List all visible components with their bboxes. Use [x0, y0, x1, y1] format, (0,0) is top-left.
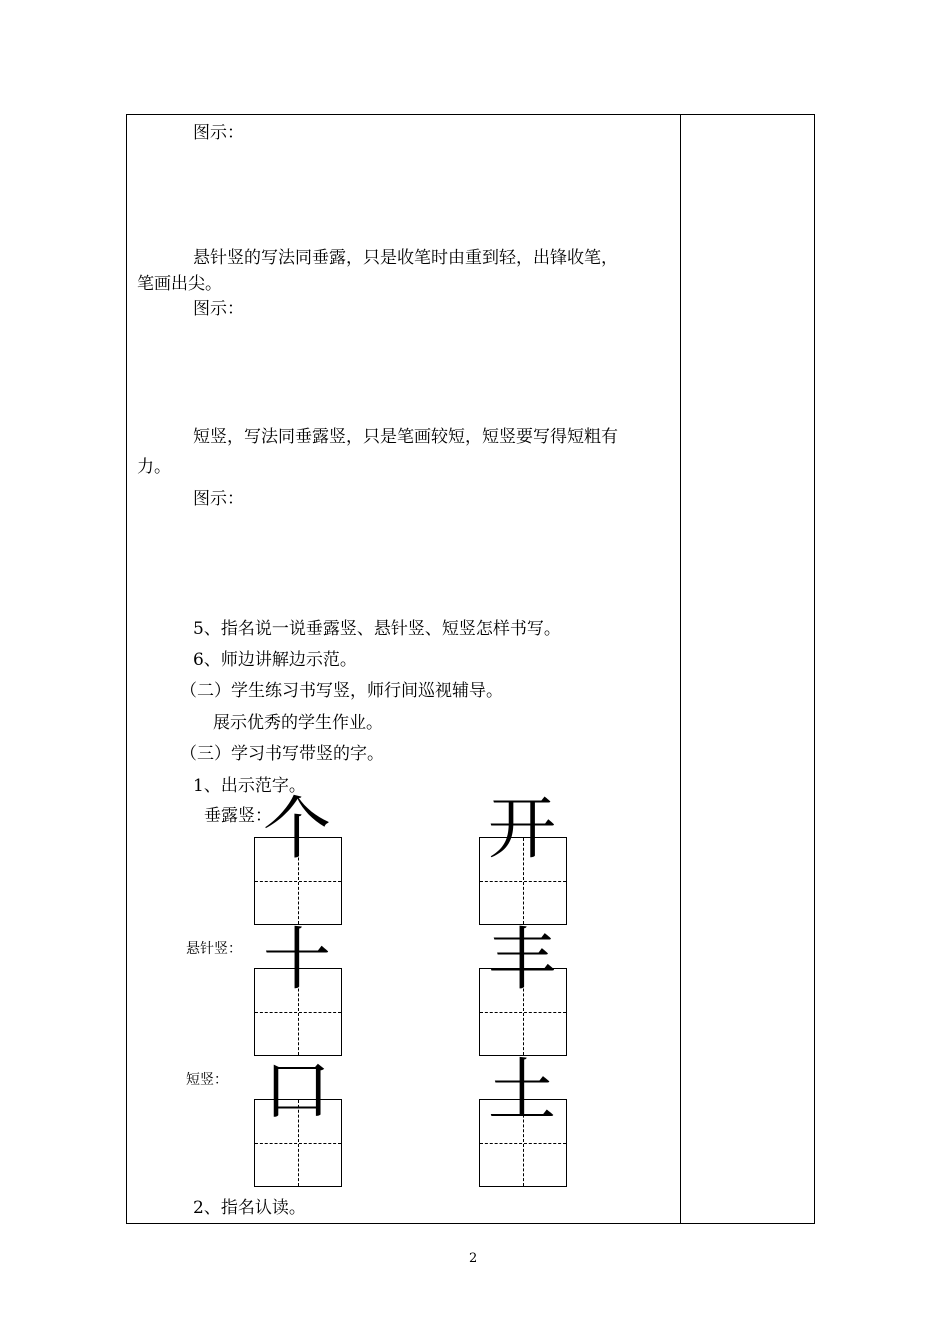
example-label-chuilu: 垂露竖： [204, 806, 272, 826]
paragraph-xuanzhen-1: 悬针竖的写法同垂露，只是收笔时由重到轻，出锋收笔， [193, 248, 618, 268]
section-2-note: 展示优秀的学生作业。 [213, 713, 383, 733]
diagram-label-3: 图示： [193, 489, 244, 509]
section-3-heading: （三）学习书写带竖的字。 [180, 744, 384, 764]
step-2: 2、指名认读。 [193, 1198, 306, 1218]
paragraph-duanshu-1: 短竖，写法同垂露竖，只是笔画较短，短竖要写得短粗有 [193, 427, 618, 447]
example-char: 口 [262, 1052, 331, 1131]
example-char: 十 [262, 921, 331, 1000]
paragraph-xuanzhen-2: 笔画出尖。 [137, 274, 222, 294]
example-label-duanshu: 短竖： [186, 1072, 228, 1088]
step-5: 5、指名说一说垂露竖、悬针竖、短竖怎样书写。 [193, 619, 561, 639]
step-6: 6、师边讲解边示范。 [193, 650, 357, 670]
section-2-heading: （二）学生练习书写竖，师行间巡视辅导。 [180, 681, 503, 701]
example-char: 个 [262, 790, 331, 869]
column-divider [680, 114, 681, 1224]
page-number: 2 [469, 1251, 478, 1266]
diagram-label-2: 图示： [193, 299, 244, 319]
example-label-xuanzhen: 悬针竖： [186, 941, 242, 957]
diagram-label-1: 图示： [193, 123, 244, 143]
example-char: 土 [487, 1052, 556, 1131]
example-char: 开 [487, 790, 556, 869]
paragraph-duanshu-2: 力。 [137, 457, 171, 477]
step-1: 1、出示范字。 [193, 776, 306, 796]
example-char: 丰 [487, 921, 556, 1000]
